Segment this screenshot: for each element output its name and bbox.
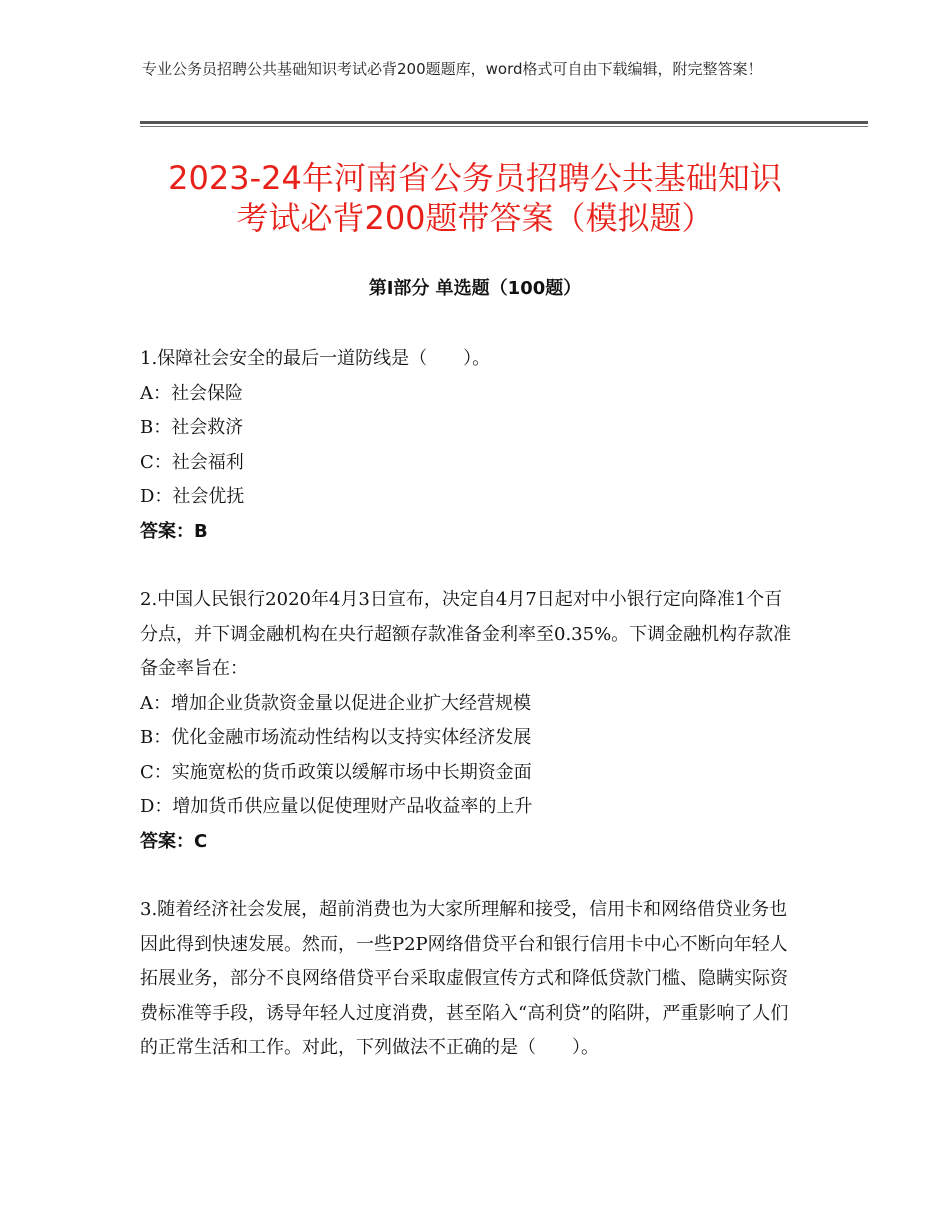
option-a: A：社会保险 — [140, 382, 243, 404]
section-title: 第Ⅰ部分 单选题（100题） — [368, 278, 582, 299]
option-b: B：社会救济 — [140, 417, 244, 438]
option-c: C：社会福利 — [140, 451, 244, 473]
option-a: A：增加企业货款资金量以促进企业扩大经营规模 — [140, 692, 531, 714]
option-d: D：增加货币供应量以促使理财产品收益率的上升 — [140, 796, 533, 817]
question-2 — [140, 583, 800, 859]
document-title — [100, 158, 850, 238]
answer: 答案：C — [140, 830, 208, 852]
option-b: B：优化金融市场流动性结构以支持实体经济发展 — [140, 727, 532, 748]
option-c: C：实施宽松的货币政策以缓解市场中长期资金面 — [140, 761, 532, 783]
option-d: D：社会优抚 — [140, 486, 245, 507]
answer: 答案：B — [140, 520, 208, 542]
document-title-line1: 2023-24年河南省公务员招聘公共基础知识 — [168, 159, 782, 197]
header-note: 专业公务员招聘公共基础知识考试必背200题题库，word格式可自由下载编辑，附完整答案！ — [142, 60, 763, 78]
question-1 — [140, 342, 800, 549]
header-rule-thick — [140, 121, 868, 124]
question-stem: 3.随着经济社会发展，超前消费也为大家所理解和接受，信用卡和网络借贷业务也因此得到快速发展。然而，一些P2P网络借贷平台和银行信用卡中心不断向年轻人拓展业务，部分不良网络借贷平台采取虚假宣传方式和降低贷款门槛、隐瞒实际资费标准等手段，诱导年轻人过度消费，甚至陷入“高利贷”的陷阱，严重影响了人们的正常生活和工作。对此，下列做法不正确的是（ ）。 — [140, 899, 789, 1058]
question-list — [140, 342, 800, 1100]
question-stem: 2.中国人民银行2020年4月3日宣布，决定自4月7日起对中小银行定向降准1个百分点，并下调金融机构在央行超额存款准备金利率至0.35%。下调金融机构存款准备金率旨在： — [140, 589, 792, 679]
question-3 — [140, 893, 800, 1066]
document-title-line2: 考试必背200题带答案（模拟题） — [236, 199, 714, 237]
question-stem: 1.保障社会安全的最后一道防线是（ ）。 — [140, 348, 491, 369]
header-rule-thin — [140, 126, 868, 127]
